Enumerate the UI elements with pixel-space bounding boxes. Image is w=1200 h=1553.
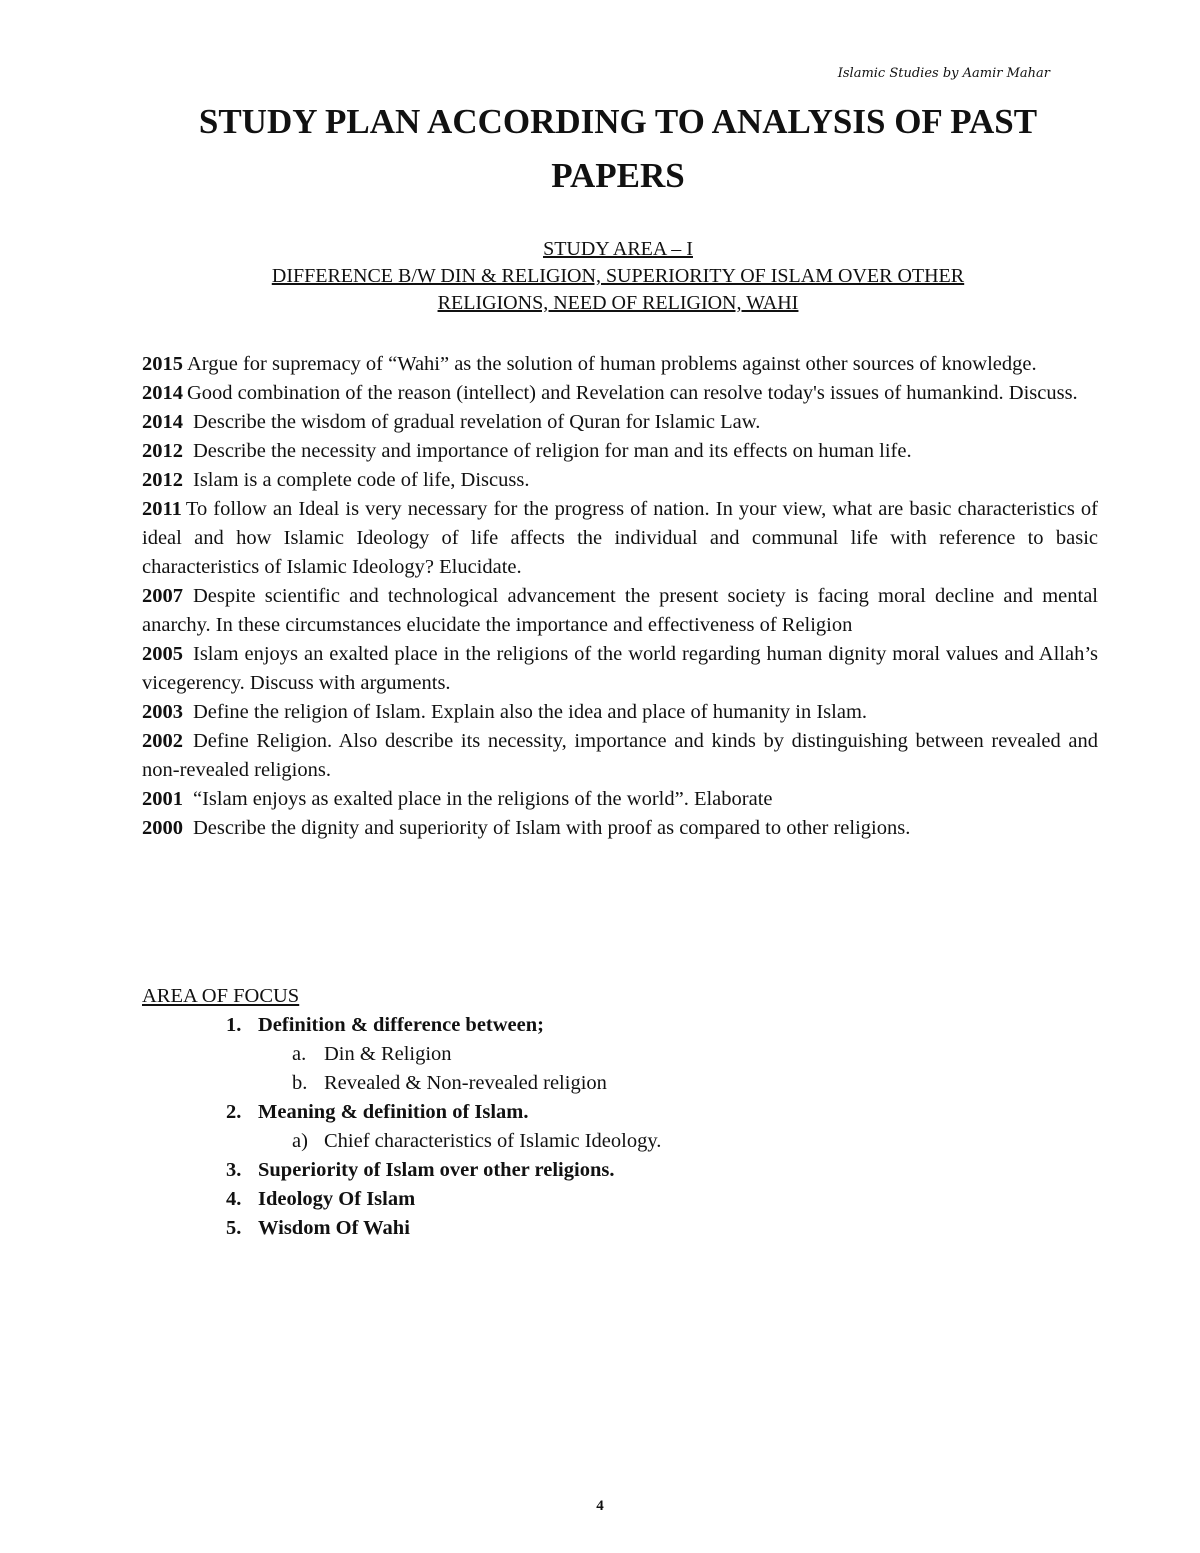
- question-text: Define the religion of Islam. Explain also the idea and place of humanity in Islam.: [193, 701, 868, 723]
- question-year: 2012: [142, 440, 183, 462]
- focus-subitem: [142, 1040, 1042, 1069]
- study-area-topic-line-2: RELIGIONS, NEED OF RELIGION, WAHI: [437, 292, 799, 314]
- focus-item-number: 2.: [226, 1101, 242, 1123]
- question-text: “Islam enjoys as exalted place in the religions of the world”. Elaborate: [193, 788, 773, 810]
- area-of-focus-title: AREA OF FOCUS: [142, 985, 300, 1007]
- question-item: [142, 495, 1098, 582]
- question-item: [142, 466, 1098, 495]
- question-text: Describe the wisdom of gradual revelation of Quran for Islamic Law.: [193, 411, 761, 433]
- question-text: Islam enjoys an exalted place in the religions of the world regarding human dignity moral values and Allah’s vicegerency. Discuss with arguments.: [142, 643, 1098, 694]
- question-item: [142, 727, 1098, 785]
- question-year: 2005: [142, 643, 183, 665]
- question-year: 2007: [142, 585, 183, 607]
- focus-item: [142, 1098, 1042, 1127]
- focus-item-number: 1.: [226, 1014, 242, 1036]
- page-title: STUDY PLAN ACCORDING TO ANALYSIS OF PAST PAPERS: [198, 102, 1038, 195]
- question-text: Argue for supremacy of “Wahi” as the solution of human problems against other sources of knowledge.: [187, 353, 1037, 375]
- focus-subitem-marker: b.: [292, 1072, 308, 1094]
- focus-subitem: [142, 1069, 1042, 1098]
- question-item: [142, 437, 1098, 466]
- focus-item-text: Superiority of Islam over other religions.: [258, 1159, 615, 1181]
- focus-subitem-marker: a): [292, 1130, 308, 1152]
- question-item: [142, 698, 1098, 727]
- header-note: Islamic Studies by Aamir Mahar: [837, 66, 1050, 81]
- question-year: 2003: [142, 701, 183, 723]
- focus-subitem: [142, 1127, 1042, 1156]
- question-text: To follow an Ideal is very necessary for the progress of nation. In your view, what are basic characteristics of ideal and how Islamic Ideology of life affects the individual and communal life with reference to basic characteristics of Islamic Ideology? Elucidate.: [142, 498, 1098, 578]
- question-item: [142, 640, 1098, 698]
- question-year: 2014: [142, 382, 183, 404]
- question-year: 2002: [142, 730, 183, 752]
- question-item: [142, 582, 1098, 640]
- question-item: [142, 408, 1098, 437]
- study-area-label: STUDY AREA – I: [543, 238, 693, 260]
- focus-subitem-marker: a.: [292, 1043, 307, 1065]
- question-text: Islam is a complete code of life, Discuss.: [193, 469, 530, 491]
- question-year: 2011: [142, 498, 182, 520]
- focus-item: [142, 1011, 1042, 1040]
- question-item: [142, 814, 1098, 843]
- study-area-heading: [140, 236, 1096, 317]
- focus-item-number: 4.: [226, 1188, 242, 1210]
- question-year: 2014: [142, 411, 183, 433]
- question-item: [142, 785, 1098, 814]
- past-paper-questions: [142, 350, 1098, 843]
- question-item: [142, 350, 1098, 379]
- page-number: 4: [596, 1498, 604, 1514]
- focus-item-number: 3.: [226, 1159, 242, 1181]
- focus-item: [142, 1156, 1042, 1185]
- area-of-focus: [142, 982, 1042, 1243]
- question-year: 2000: [142, 817, 183, 839]
- question-year: 2015: [142, 353, 183, 375]
- focus-subitem-text: Revealed & Non-revealed religion: [324, 1072, 607, 1094]
- question-item: [142, 379, 1098, 408]
- focus-item-text: Wisdom Of Wahi: [258, 1217, 410, 1239]
- focus-subitem-text: Din & Religion: [324, 1043, 452, 1065]
- focus-item-text: Ideology Of Islam: [258, 1188, 416, 1210]
- focus-item: [142, 1185, 1042, 1214]
- focus-item-text: Definition & difference between;: [258, 1014, 544, 1036]
- question-year: 2012: [142, 469, 183, 491]
- focus-item-number: 5.: [226, 1217, 242, 1239]
- focus-subitem-text: Chief characteristics of Islamic Ideology.: [324, 1130, 662, 1152]
- question-text: Despite scientific and technological advancement the present society is facing moral decline and mental anarchy. In these circumstances elucidate the importance and effectiveness of Religion: [142, 585, 1098, 636]
- question-text: Define Religion. Also describe its necessity, importance and kinds by distinguishing between revealed and non-revealed religions.: [142, 730, 1098, 781]
- study-area-topic-line-1: DIFFERENCE B/W DIN & RELIGION, SUPERIORITY OF ISLAM OVER OTHER: [271, 265, 965, 287]
- question-text: Describe the necessity and importance of religion for man and its effects on human life.: [193, 440, 912, 462]
- focus-item: [142, 1214, 1042, 1243]
- question-text: Good combination of the reason (intellect) and Revelation can resolve today's issues of humankind. Discuss.: [187, 382, 1078, 404]
- question-year: 2001: [142, 788, 183, 810]
- question-text: Describe the dignity and superiority of Islam with proof as compared to other religions.: [193, 817, 911, 839]
- focus-item-text: Meaning & definition of Islam.: [258, 1101, 529, 1123]
